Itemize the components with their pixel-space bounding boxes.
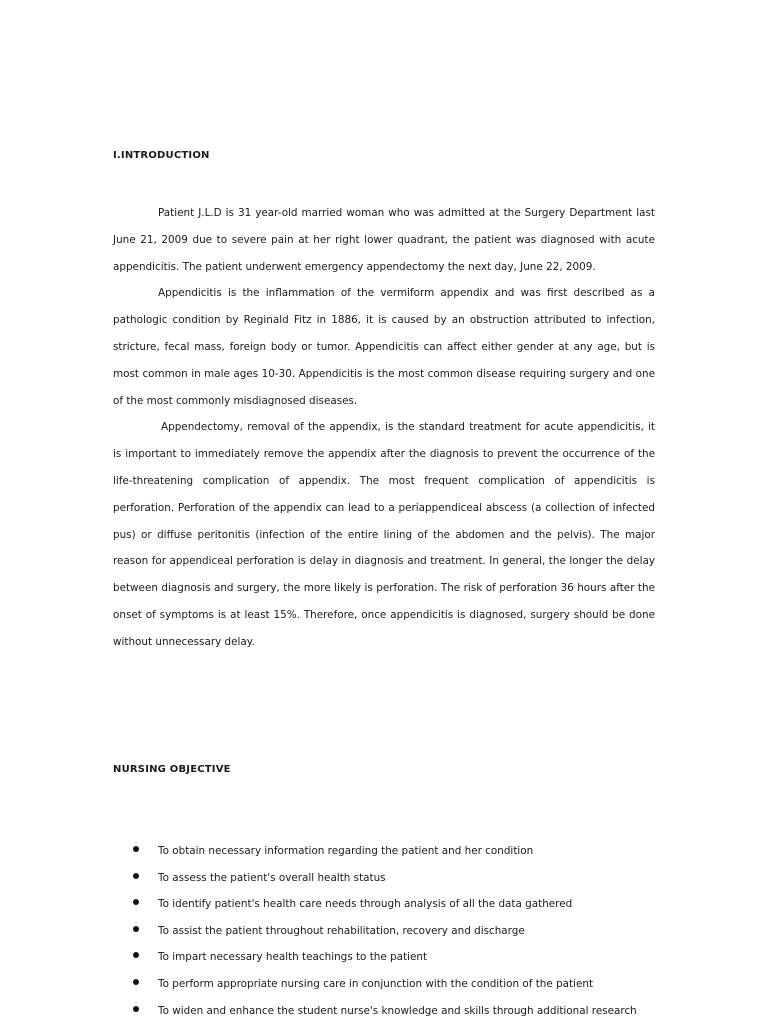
objective-text: To perform appropriate nursing care in conjunction with the condition of the patient (158, 977, 594, 990)
bullet-icon (133, 926, 139, 932)
bullet-icon (133, 873, 139, 879)
paragraph-patient-history: Patient J.L.D is 31 year-old married woman who was admitted at the Surgery Department last June 21, 2009 due to severe pain at her right lower quadrant, the patient was diagnosed with acute appendicitis. The patient underwent emergency appendectomy the next day, June 22, 2009. (113, 207, 655, 273)
objective-text: To assist the patient throughout rehabilitation, recovery and discharge (158, 924, 525, 937)
introduction-heading: I.INTRODUCTION (113, 150, 210, 161)
list-item (113, 891, 673, 918)
objective-text: To widen and enhance the student nurse's knowledge and skills through additional research (158, 1004, 637, 1017)
paragraph-appendicitis-definition: Appendicitis is the inflammation of the vermiform appendix and was first described as a pathologic condition by Reginald Fitz in 1886, it is caused by an obstruction attributed to infection, stricture, fecal mass, foreign body or tumor. Appendicitis can affect either gender at any age, but is most common in male ages 10-30. Appendicitis is the most common disease requiring surgery and one of the most commonly misdiagnosed diseases. (113, 287, 655, 407)
objective-text: To impart necessary health teachings to the patient (158, 951, 428, 964)
list-item (113, 998, 673, 1024)
paragraph-appendectomy: Appendectomy, removal of the appendix, is the standard treatment for acute appendicitis, it is important to immediately remove the appendix after the diagnosis to prevent the occurrence of the life-threatening complication of appendix. The most frequent complication of appendicitis is perforation. Perforation of the appendix can lead to a periappendiceal abscess (a collection of infected pus) or diffuse peritonitis (infection of the entire lining of the abdomen and the pelvis). The major reason for appendiceal perforation is delay in diagnosis and treatment. In general, the longer the delay between diagnosis and surgery, the more likely is perforation. The risk of perforation 36 hours after the onset of symptoms is at least 15%. Therefore, once appendicitis is diagnosed, surgery should be done without unnecessary delay. (113, 421, 655, 648)
nursing-objective-list (113, 838, 673, 1024)
list-item (113, 865, 673, 892)
objective-text: To obtain necessary information regarding the patient and her condition (158, 845, 534, 857)
bullet-icon (133, 1006, 139, 1012)
bullet-icon (133, 899, 139, 905)
nursing-objective-heading: NURSING OBJECTIVE (113, 764, 231, 775)
bullet-icon (133, 952, 139, 958)
introduction-body (113, 200, 655, 656)
bullet-icon (133, 846, 139, 852)
list-item (113, 838, 673, 865)
objective-text: To identify patient's health care needs through analysis of all the data gathered (158, 898, 573, 911)
list-item (113, 971, 673, 998)
list-item (113, 918, 673, 945)
list-item (113, 944, 673, 971)
bullet-icon (133, 979, 139, 985)
objective-text: To assess the patient's overall health status (158, 871, 386, 884)
